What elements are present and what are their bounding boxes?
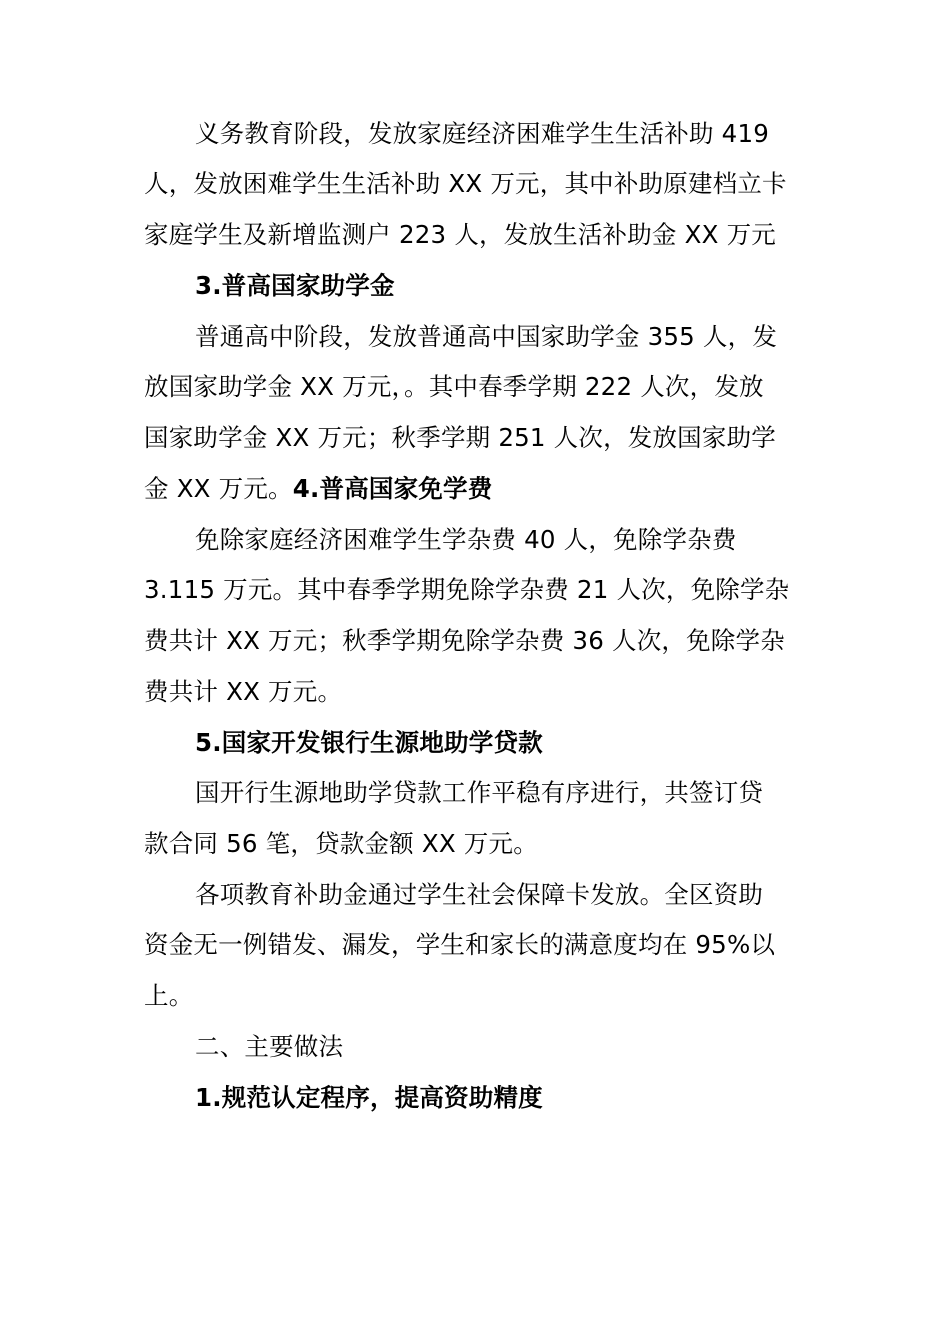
paragraph-line: 资金无一例错发、漏发，学生和家长的满意度均在 95%以	[144, 930, 776, 959]
paragraph-line: 放国家助学金 XX 万元，。其中春季学期 222 人次，发放	[144, 372, 764, 401]
paragraph-line: 人，发放困难学生生活补助 XX 万元，其中补助原建档立卡	[144, 169, 787, 198]
paragraph-line: 款合同 56 笔，贷款金额 XX 万元。	[144, 829, 538, 858]
section-heading: 3.普高国家助学金	[195, 271, 395, 300]
paragraph-line: 义务教育阶段，发放家庭经济困难学生生活补助 419	[195, 119, 770, 148]
paragraph-line: 费共计 XX 万元。	[144, 677, 343, 706]
paragraph-text: 金 XX 万元。	[144, 474, 293, 503]
paragraph-line: 上。	[144, 981, 194, 1010]
paragraph-line: 普通高中阶段，发放普通高中国家助学金 355 人，发	[195, 322, 778, 351]
section-heading: 4.普高国家免学费	[292, 474, 493, 503]
paragraph-line: 费共计 XX 万元；秋季学期免除学杂费 36 人次，免除学杂	[144, 626, 785, 655]
section-heading: 1.规范认定程序，提高资助精度	[195, 1083, 543, 1112]
chapter-heading: 二、主要做法	[195, 1032, 344, 1061]
paragraph-line: 各项教育补助金通过学生社会保障卡发放。全区资助	[195, 880, 764, 909]
paragraph-line: 家庭学生及新增监测户 223 人，发放生活补助金 XX 万元	[144, 220, 776, 249]
section-heading: 5.国家开发银行生源地助学贷款	[195, 728, 543, 757]
paragraph-line: 免除家庭经济困难学生学杂费 40 人，免除学杂费	[195, 525, 737, 554]
paragraph-line	[144, 469, 824, 509]
paragraph-line: 国开行生源地助学贷款工作平稳有序进行，共签订贷	[195, 778, 764, 807]
paragraph-line: 国家助学金 XX 万元；秋季学期 251 人次，发放国家助学	[144, 423, 776, 452]
paragraph-line: 3.115 万元。其中春季学期免除学杂费 21 人次，免除学杂	[144, 575, 790, 604]
